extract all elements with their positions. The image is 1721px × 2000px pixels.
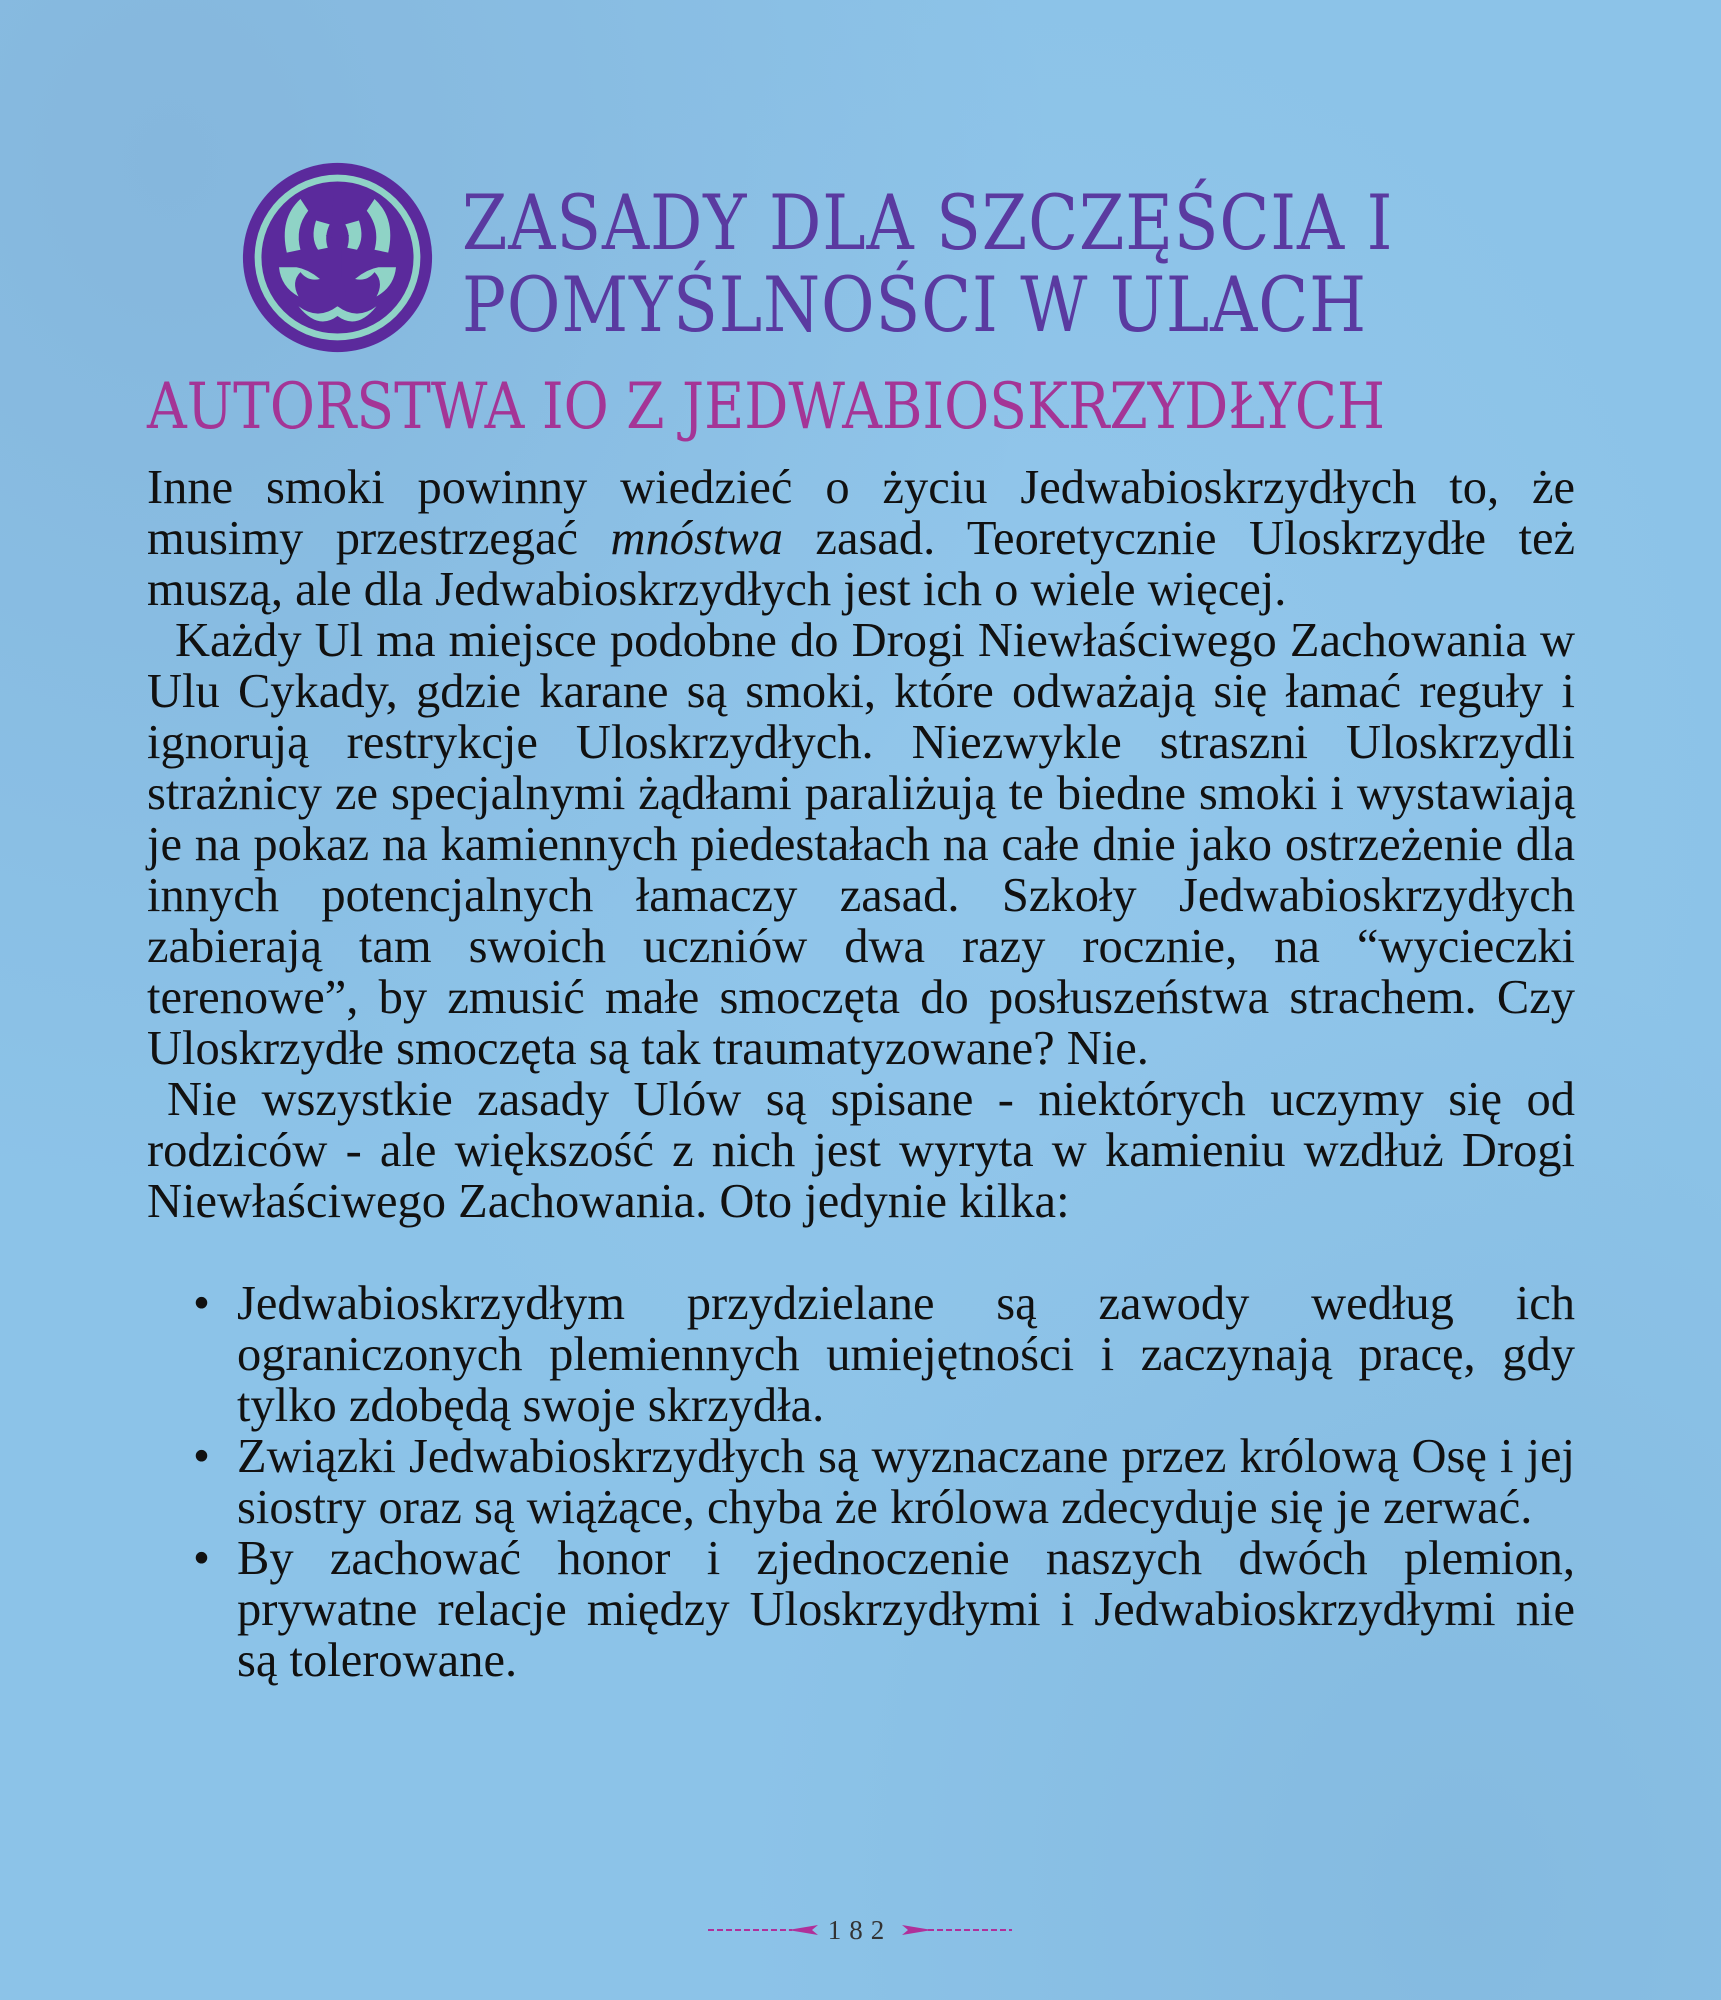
paragraph-1-text-b: zasad. Teoretycznie Uloskrzydłe też muszą, ale dla Jedwabioskrzydłych jest ich o wiele więcej. [147,512,1576,616]
bullet-icon: • [193,1277,210,1330]
list-item [147,1533,1575,1686]
tribe-emblem-icon [240,160,435,355]
title-line-1: ZASADY DLA SZCZĘŚCIA I [462,178,1394,267]
paragraph-2: Każdy Ul ma miejsce podobne do Drogi Niewłaściwego Zachowania w Ulu Cykady, gdzie karane są smoki, które odważają się łamać reguły i ignorują restrykcje Uloskrzydłych. Niezwykle straszni Uloskrzydli strażnicy ze specjalnymi żądłami paraliżują te biedne smoki i wystawiają je na pokaz na kamiennych piedestałach na całe dnie jako ostrzeżenie dla innych potencjalnych łamaczy zasad. Szkoły Jedwabioskrzydłych zabierają tam swoich uczniów dwa razy rocznie, na “wycieczki terenowe”, by zmusić małe smoczęta do posłuszeństwa strachem. Czy Uloskrzydłe smoczęta są tak traumatyzowane? Nie. [147,614,1575,1075]
rule-text: By zachować honor i zjednoczenie naszych dwóch plemion, prywatne relacje między Uloskrzydłymi i Jedwabioskrzydłymi nie są tolerowane. [237,1532,1575,1687]
rule-text: Związki Jedwabioskrzydłych są wyznaczane przez królową Osę i jej siostry oraz są wiążące, chyba że królowa zdecyduje się je zerwać. [237,1430,1575,1534]
author-byline: AUTORSTWA IO Z JEDWABIOSKRZYDŁYCH [147,370,1385,444]
bullet-icon: • [193,1430,210,1483]
rule-text: Jedwabioskrzydłym przydzielane są zawody według ich ograniczonych plemiennych umiejętności i zaczynają pracę, gdy tylko zdobędą swoje skrzydła. [237,1277,1575,1432]
page-number: 182 [827,1914,893,1945]
list-item [147,1278,1575,1431]
right-ornament-icon [902,1924,1012,1936]
page-title [462,178,1451,349]
page-number-ornament [700,1913,1020,1947]
paragraph-1-text-a: Inne smoki powinny wiedzieć o życiu Jedwabioskrzydłych to, że musimy przestrzegać [147,461,1575,565]
title-line-2: POMYŚLNOŚCI W ULACH [462,260,1367,349]
rules-list [147,1278,1575,1686]
emphasis-text: mnóstwa [610,512,783,565]
article-body [147,462,1575,1686]
list-item [147,1431,1575,1533]
paragraph-1 [147,462,1575,615]
paragraph-3: Nie wszystkie zasady Ulów są spisane - niektórych uczymy się od rodziców - ale większość z nich jest wyryta w kamieniu wzdłuż Drogi Niewłaściwego Zachowania. Oto jedynie kilka: [147,1073,1575,1228]
bullet-icon: • [193,1532,210,1585]
left-ornament-icon [708,1924,818,1936]
